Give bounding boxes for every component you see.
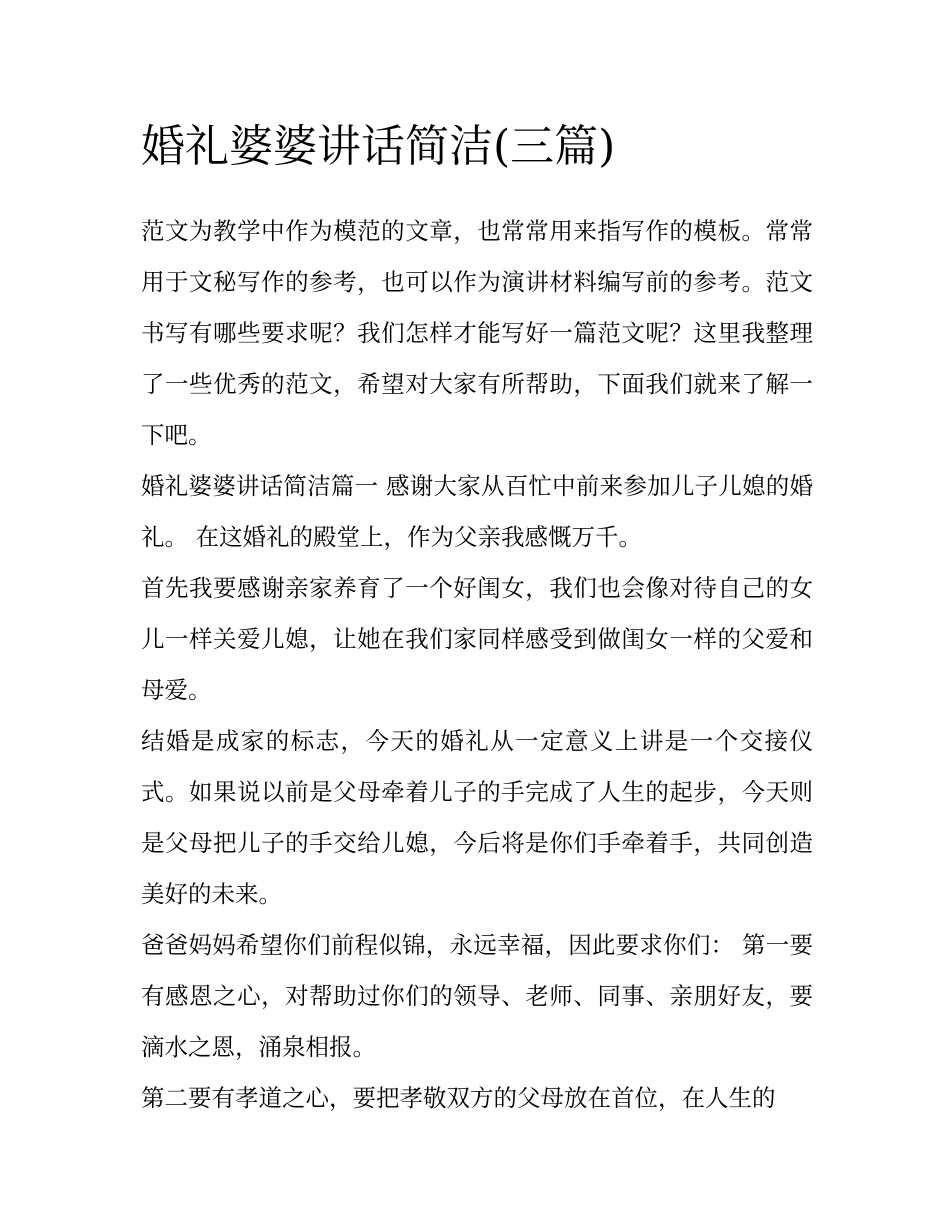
paragraph-second-request: 第二要有孝道之心，要把孝敬双方的父母放在首位，在人生的 (141, 1084, 776, 1112)
paragraph-speech-opening: 婚礼婆婆讲话简洁篇一 感谢大家从百忙中前来参加儿子儿媳的婚礼。 在这婚礼的殿堂上，作为父亲我感慨万千。 (141, 472, 813, 551)
paragraph-intro: 范文为教学中作为模范的文章，也常常用来指写作的模板。常常用于文秘写作的参考，也可以作为演讲材料编写前的参考。范文书写有哪些要求呢？我们怎样才能写好一篇范文呢？这里我整理了一些优秀的范文，希望对大家有所帮助，下面我们就来了解一下吧。 (141, 217, 813, 449)
paragraph-marriage-meaning: 结婚是成家的标志，今天的婚礼从一定意义上讲是一个交接仪式。如果说以前是父母牵着儿子的手完成了人生的起步，今天则是父母把儿子的手交给儿媳，今后将是你们手牵着手，共同创造美好的未来。 (141, 727, 813, 908)
paragraph-thanks-in-laws: 首先我要感谢亲家养育了一个好闺女，我们也会像对待自己的女儿一样关爱儿媳，让她在我们家同样感受到做闺女一样的父爱和母爱。 (141, 574, 813, 704)
document-body (141, 112, 813, 1124)
paragraph-first-request: 爸爸妈妈希望你们前程似锦，永远幸福，因此要求你们： 第一要有感恩之心，对帮助过你们的领导、老师、同事、亲朋好友，要滴水之恩，涌泉相报。 (141, 931, 813, 1061)
document-title: 婚礼婆婆讲话简洁(三篇) (141, 121, 616, 172)
